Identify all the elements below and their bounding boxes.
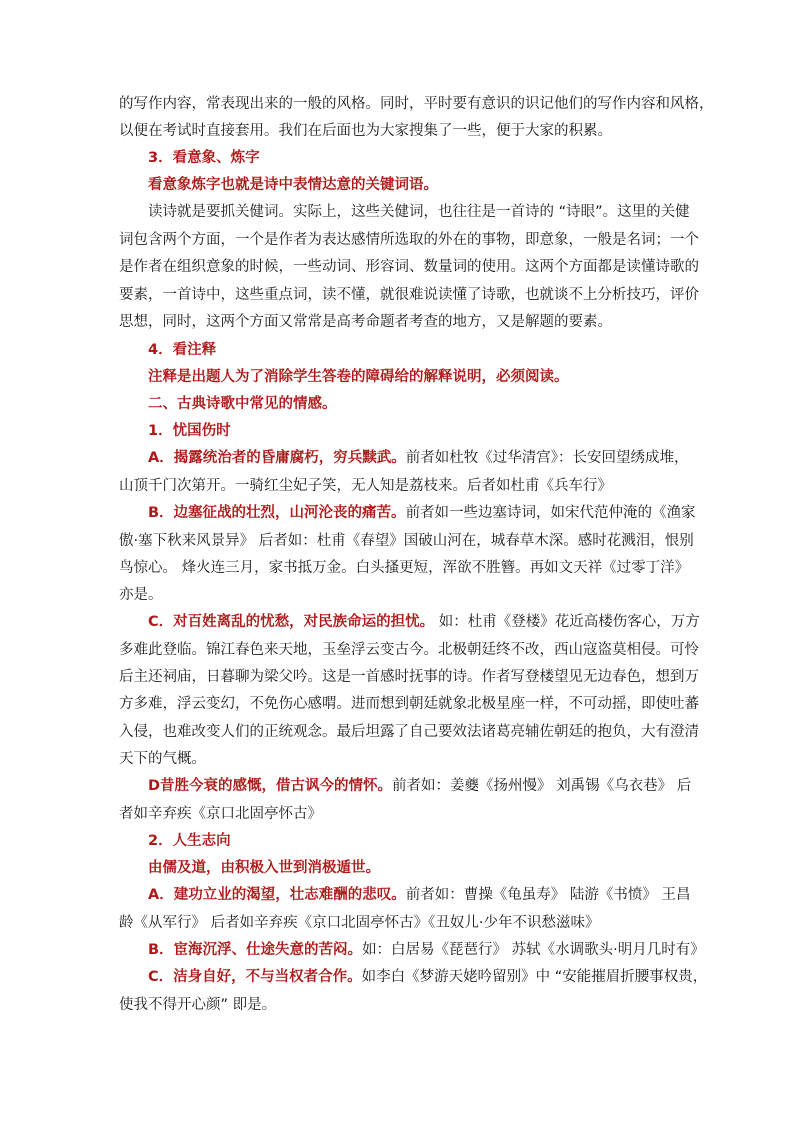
paragraph-line: 龄《从军行》 后者如辛弃疾《京口北固亭怀古》《丑奴儿·少年不识愁滋味》	[119, 915, 600, 931]
paragraph-line: 多难此登临。锦江春色来天地，玉垒浮云变古今。北极朝廷终不改，西山寇盗莫相侵。可怜	[119, 642, 699, 658]
paragraph-line: 要素，一首诗中，这些重点词，读不懂，就很难说读懂了诗歌，也就谈不上分析技巧，评价	[119, 287, 699, 303]
paragraph-line: 者如辛弃疾《京口北固亭怀古》	[119, 806, 322, 822]
item-b	[148, 503, 696, 523]
paragraph-line: 读诗就是要抓关健词。实际上，这些关健词，也往往是一首诗的 “诗眼”。这里的关健	[148, 204, 690, 220]
paragraph-line: 后主还祠庙，日暮聊为梁父吟。这是一首感时抚事的诗。作者写登楼望见无边春色，想到万	[119, 669, 699, 685]
item-b-text: 前者如一些边塞诗词，如宋代范仲淹的《渔家	[405, 505, 696, 521]
item-b-lead: B．边塞征战的壮烈，山河沦丧的痛苦。	[148, 505, 406, 521]
item-d-lead: D昔胜今衰的感慨，借古讽今的情怀。	[148, 778, 393, 794]
paragraph-line: 鸟惊心。 烽火连三月，家书抵万金。白头搔更短，浑欲不胜簪。再如文天祥《过零丁洋》	[119, 560, 690, 576]
item-2b	[148, 940, 705, 960]
paragraph-line: 山顶千门次第开。一骑红尘妃子笑，无人知是荔枝来。后者如杜甫《兵车行》	[119, 478, 612, 494]
paragraph-line: 方多难，浮云变幻，不免伤心感喟。进而想到朝廷就象北极星座一样，不可动摇，即使吐蕃	[119, 696, 699, 712]
paragraph-line: 傲·塞下秋来风景异》 后者如：杜甫《春望》国破山河在，城春草木深。感时花溅泪，恨别	[119, 533, 694, 549]
paragraph-line: 天下的气概。	[119, 751, 206, 767]
section-heading-4: 4．看注释	[148, 342, 217, 358]
paragraph-line: 以便在考试时直接套用。我们在后面也为大家搜集了一些，便于大家的积累。	[119, 123, 612, 139]
paragraph-line: 入侵，也难改变人们的正统观念。最后坦露了自己要效法诸葛亮辅佐朝廷的抱负，大有澄清	[119, 724, 699, 740]
section-heading-3: 3．看意象、炼字	[148, 150, 260, 166]
item-2c-lead: C．洁身自好，不与当权者合作。	[148, 969, 362, 985]
subsection-heading-1: 1．忧国伤时	[148, 423, 231, 439]
item-2a-text: 前者如：曹操《龟虽寿》 陆游《书愤》 王昌	[405, 887, 691, 903]
chapter-heading: 二、古典诗歌中常见的情感。	[148, 396, 337, 412]
item-a-text: 前者如杜牧《过华清宫》：长安回望绣成堆，	[405, 450, 689, 466]
paragraph-line: 的写作内容，常表现出来的一般的风格。同时，平时要有意识的识记他们的写作内容和风格，	[119, 96, 714, 112]
item-2b-text: 如：白居易《琵琶行》 苏轼《水调歌头·明月几时有》	[362, 942, 705, 958]
item-2a-lead: A．建功立业的渴望，壮志难酬的悲叹。	[148, 887, 406, 903]
item-2b-lead: B．宦海沉浮、仕途失意的苦闷。	[148, 942, 363, 958]
item-c-text: 如：杜甫《登楼》花近高楼伤客心，万方	[434, 614, 700, 630]
item-2c	[148, 967, 707, 987]
item-2a	[148, 885, 690, 905]
subsection-subheading-2: 由儒及道，由积极入世到消极遁世。	[148, 860, 380, 876]
subsection-heading-2: 2．人生志向	[148, 833, 231, 849]
item-a-lead: A．揭露统治者的昏庸腐朽，穷兵黩武。	[148, 450, 406, 466]
item-d-text: 前者如：姜夔《扬州慢》 刘禹锡《乌衣巷》 后	[392, 778, 692, 794]
paragraph-line: 思想，同时，这两个方面又常常是高考命题者考查的地方，又是解题的要素。	[119, 314, 612, 330]
item-2c-text: 如李白《梦游天姥吟留别》中 “安能摧眉折腰事权贵，	[361, 969, 708, 985]
paragraph-line: 亦是。	[119, 587, 163, 603]
paragraph-line: 是作者在组织意象的时候，一些动词、形容词、数量词的使用。这两个方面都是读懂诗歌的	[119, 259, 699, 275]
item-c	[148, 612, 700, 632]
paragraph-line: 词包含两个方面，一个是作者为表达感情所选取的外在的事物，即意象，一般是名词；一个	[119, 232, 699, 248]
paragraph-line: 使我不得开心颜” 即是。	[119, 997, 277, 1013]
section-subheading-3: 看意象炼字也就是诗中表情达意的关键词语。	[148, 177, 438, 193]
item-a	[148, 448, 688, 468]
section-subheading-4: 注释是出题人为了消除学生答卷的障碍给的解释说明，必须阅读。	[148, 369, 569, 385]
item-d	[148, 776, 691, 796]
item-c-lead: C．对百姓离乱的忧愁，对民族命运的担忧。	[148, 614, 435, 630]
